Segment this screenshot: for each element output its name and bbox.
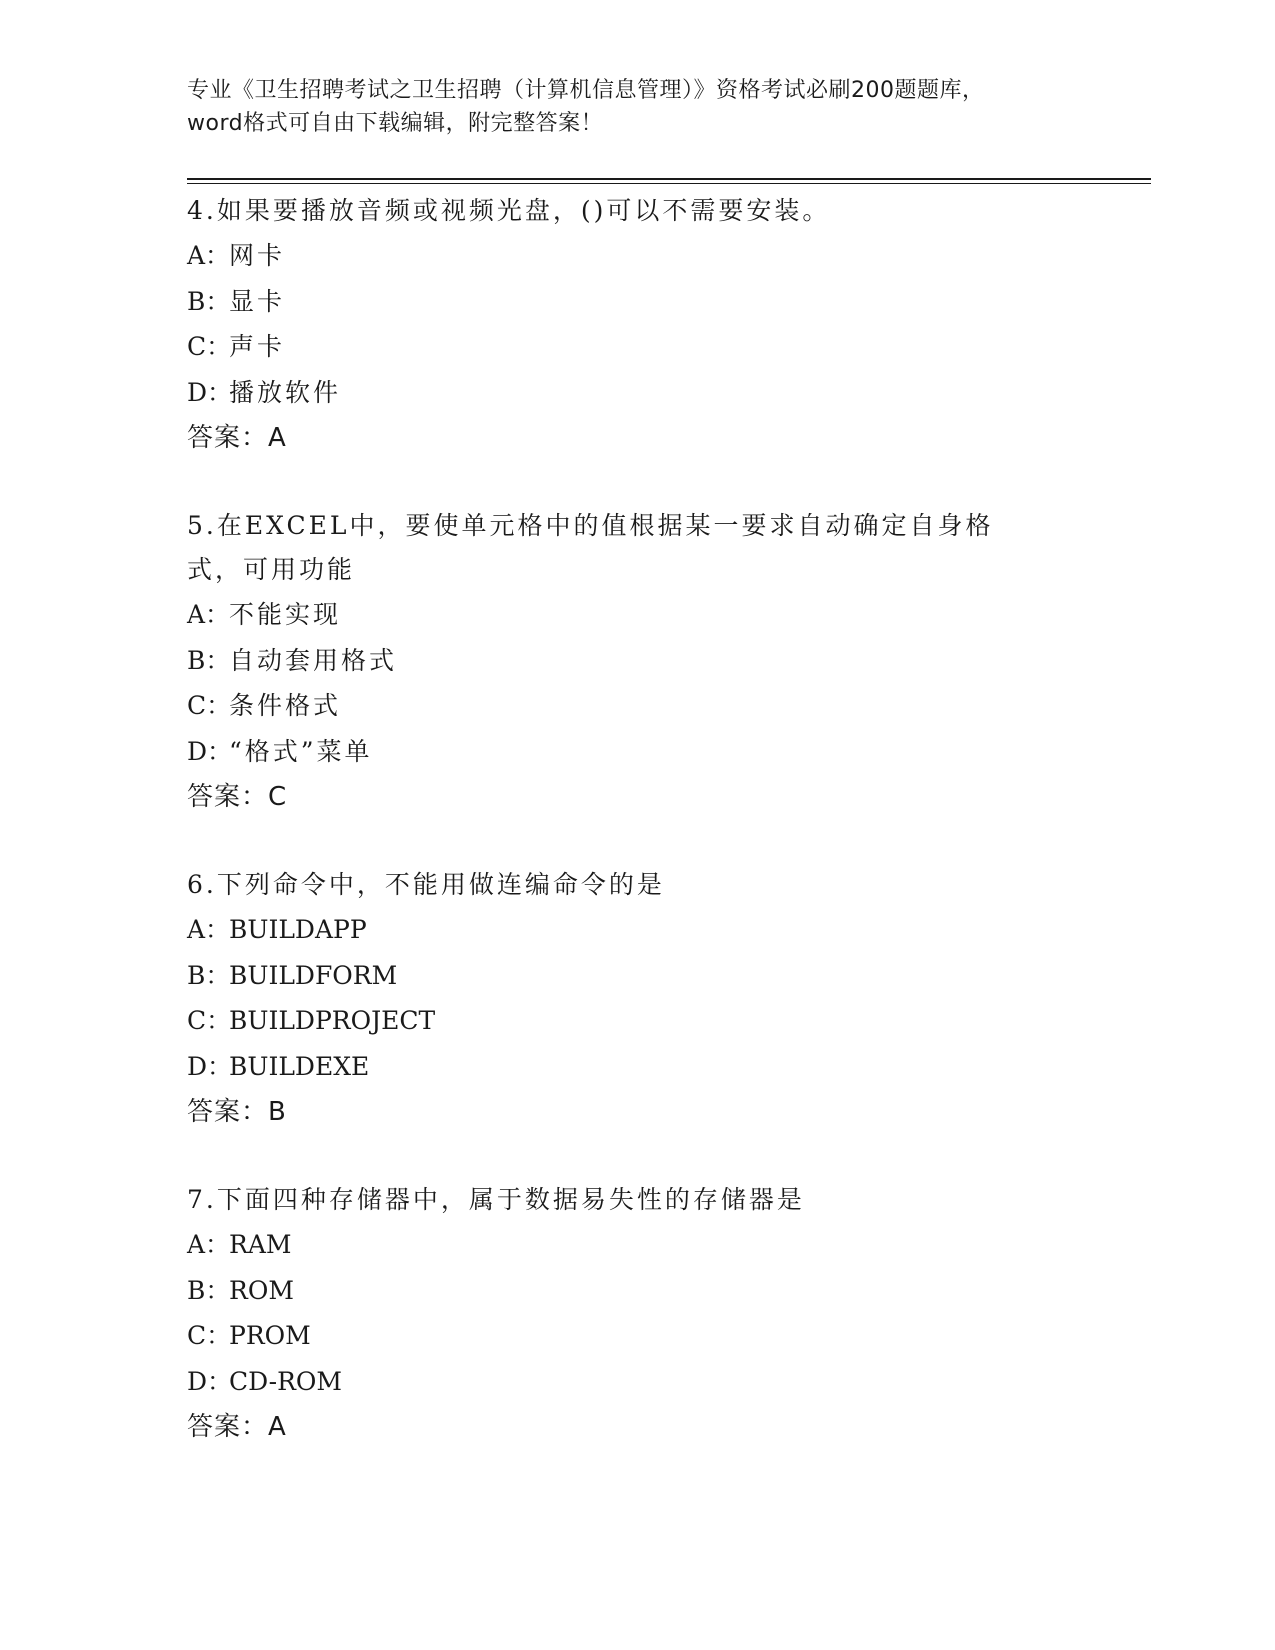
header-line-1: 专业《卫生招聘考试之卫生招聘（计算机信息管理）》资格考试必刷200题题库， [187,78,985,103]
option-a: A：BUILDAPP [187,915,367,944]
option-c: C：声卡 [187,332,286,361]
question-stem: 6.下列命令中，不能用做连编命令的是 [187,870,665,899]
question-stem: 4.如果要播放音频或视频光盘，()可以不需要安装。 [187,196,831,225]
option-a: A：网卡 [187,241,286,270]
header-divider-thick [187,178,1151,180]
answer: 答案：A [187,423,287,453]
answer: 答案：A [187,1412,287,1442]
answer: 答案：C [187,782,288,812]
option-d: D：“格式”菜单 [187,736,373,766]
question-5 [187,504,1087,820]
option-a: A：RAM [187,1230,292,1259]
option-b: B：BUILDFORM [187,960,398,990]
question-4 [187,189,1087,461]
header-line-2: word格式可自由下载编辑，附完整答案！ [187,111,604,136]
option-d: D：BUILDEXE [187,1051,370,1081]
option-d: D：播放软件 [187,377,342,407]
option-b: B：显卡 [187,286,286,316]
header-divider-thin [187,183,1151,184]
option-a: A：不能实现 [187,600,342,629]
option-d: D：CD-ROM [187,1366,343,1396]
option-b: B：ROM [187,1275,294,1305]
option-c: C：PROM [187,1321,311,1350]
answer: 答案：B [187,1097,287,1127]
question-7 [187,1178,1087,1450]
option-c: C：BUILDPROJECT [187,1006,436,1035]
option-b: B：自动套用格式 [187,645,398,675]
option-c: C：条件格式 [187,691,342,720]
question-stem: 7.下面四种存储器中，属于数据易失性的存储器是 [187,1185,805,1214]
question-stem: 5.在EXCEL中，要使单元格中的值根据某一要求自动确定自身格式，可用功能 [187,511,994,584]
document-header [187,74,1087,140]
question-6 [187,863,1087,1135]
